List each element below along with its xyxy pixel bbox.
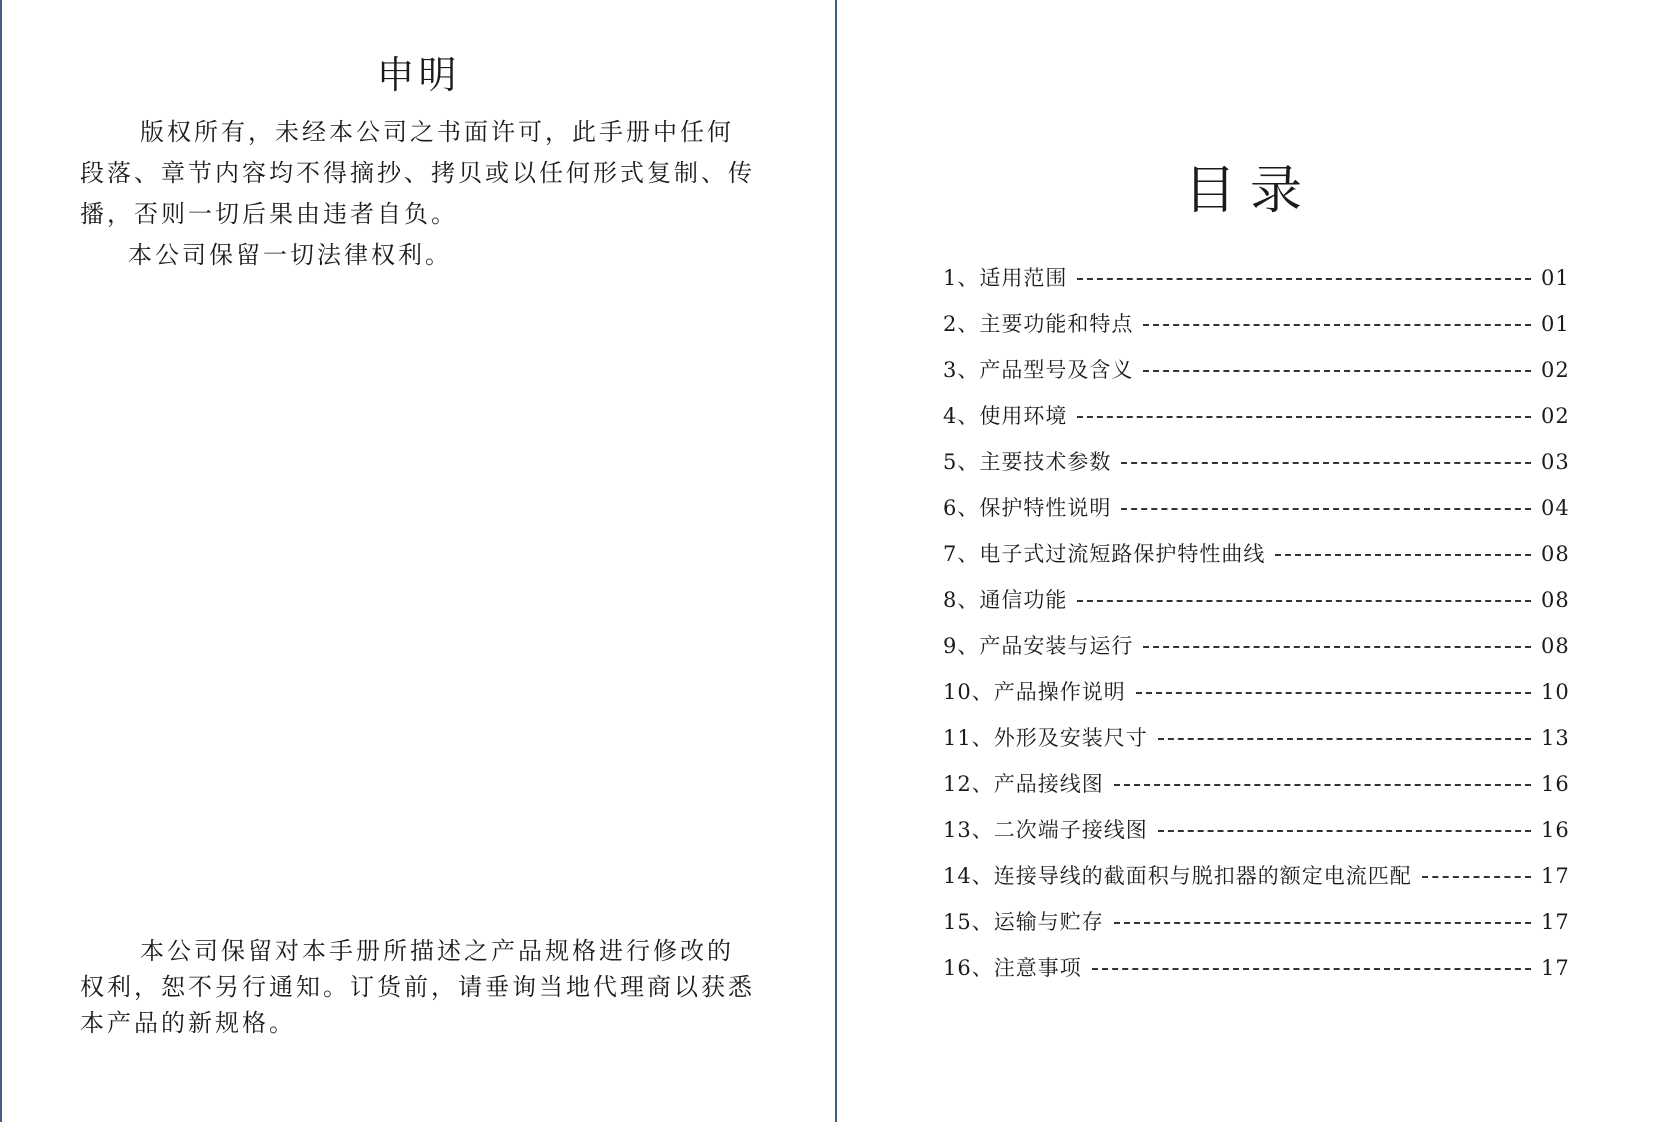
toc-entry-label: 13、二次端子接线图: [943, 818, 1148, 842]
toc-entry-label: 14、连接导线的截面积与脱扣器的额定电流匹配: [943, 864, 1412, 888]
toc-entry[interactable]: [943, 492, 1570, 538]
toc-leader: [1143, 370, 1531, 372]
toc-entry[interactable]: [943, 722, 1570, 768]
legal-rights-paragraph: 本公司保留一切法律权利。: [128, 241, 452, 269]
toc-entry-page: 02: [1541, 358, 1570, 382]
toc-entry-page: 16: [1541, 772, 1570, 796]
toc-leader: [1077, 416, 1531, 418]
copyright-paragraph: 版权所有，未经本公司之书面许可，此手册中任何段落、章节内容均不得摘抄、拷贝或以任何形式复制、传播，否则一切后果由违者自负。: [80, 118, 755, 228]
toc-leader: [1275, 554, 1531, 556]
toc-entry[interactable]: [943, 952, 1570, 998]
toc-entry[interactable]: [943, 538, 1570, 584]
toc-leader: [1077, 600, 1531, 602]
toc-title: 目录: [1183, 161, 1316, 221]
toc-entry-page: 08: [1541, 588, 1570, 612]
toc-entry[interactable]: [943, 262, 1570, 308]
toc-entry[interactable]: [943, 814, 1570, 860]
toc-leader: [1158, 830, 1531, 832]
toc-leader: [1114, 784, 1531, 786]
toc-entry[interactable]: [943, 768, 1570, 814]
toc-entry-label: 1、适用范围: [943, 266, 1068, 290]
toc-entry-page: 10: [1541, 680, 1570, 704]
toc-entry-label: 15、运输与贮存: [943, 910, 1104, 934]
toc-entry-page: 17: [1541, 864, 1570, 888]
toc-entry-page: 03: [1541, 450, 1570, 474]
toc-entry-label: 3、产品型号及含义: [943, 358, 1134, 382]
toc-entry[interactable]: [943, 630, 1570, 676]
toc-leader: [1077, 278, 1531, 280]
toc-entry[interactable]: [943, 308, 1570, 354]
toc-entry-label: 7、电子式过流短路保护特性曲线: [943, 542, 1266, 566]
toc-entry[interactable]: [943, 906, 1570, 952]
toc-leader: [1143, 646, 1531, 648]
toc-entry[interactable]: [943, 354, 1570, 400]
toc-leader: [1136, 692, 1531, 694]
toc-leader: [1121, 462, 1531, 464]
toc-entry-page: 08: [1541, 634, 1570, 658]
toc-entry-label: 10、产品操作说明: [943, 680, 1126, 704]
spec-change-paragraph: 本公司保留对本手册所描述之产品规格进行修改的权利，恕不另行通知。订货前，请垂询当地代理商以获悉本产品的新规格。: [80, 937, 755, 1037]
toc-entry-page: 08: [1541, 542, 1570, 566]
toc-entry-page: 04: [1541, 496, 1570, 520]
toc-entry[interactable]: [943, 676, 1570, 722]
toc-leader: [1143, 324, 1531, 326]
toc-entry-page: 17: [1541, 956, 1570, 980]
toc-entry-label: 8、通信功能: [943, 588, 1068, 612]
toc-entry-page: 13: [1541, 726, 1570, 750]
toc-entry-page: 01: [1541, 266, 1570, 290]
toc-entry[interactable]: [943, 860, 1570, 906]
toc-entry[interactable]: [943, 446, 1570, 492]
toc-leader: [1158, 738, 1531, 740]
toc-leader: [1114, 922, 1531, 924]
toc-entry-label: 16、注意事项: [943, 956, 1082, 980]
toc-entry-label: 5、主要技术参数: [943, 450, 1112, 474]
toc-list: [943, 262, 1570, 998]
toc-entry-page: 16: [1541, 818, 1570, 842]
toc-entry[interactable]: [943, 400, 1570, 446]
toc-leader: [1092, 968, 1531, 970]
toc-entry-label: 4、使用环境: [943, 404, 1068, 428]
toc-leader: [1121, 508, 1531, 510]
statement-page: [2, 0, 835, 1122]
toc-entry-label: 11、外形及安装尺寸: [943, 726, 1148, 750]
toc-entry-label: 6、保护特性说明: [943, 496, 1112, 520]
toc-entry-label: 2、主要功能和特点: [943, 312, 1134, 336]
toc-entry-label: 12、产品接线图: [943, 772, 1104, 796]
toc-entry-label: 9、产品安装与运行: [943, 634, 1134, 658]
toc-entry-page: 01: [1541, 312, 1570, 336]
toc-entry-page: 02: [1541, 404, 1570, 428]
toc-page: [837, 0, 1663, 1122]
toc-leader: [1422, 876, 1531, 878]
toc-entry[interactable]: [943, 584, 1570, 630]
toc-entry-page: 17: [1541, 910, 1570, 934]
statement-title: 申明: [376, 53, 461, 97]
